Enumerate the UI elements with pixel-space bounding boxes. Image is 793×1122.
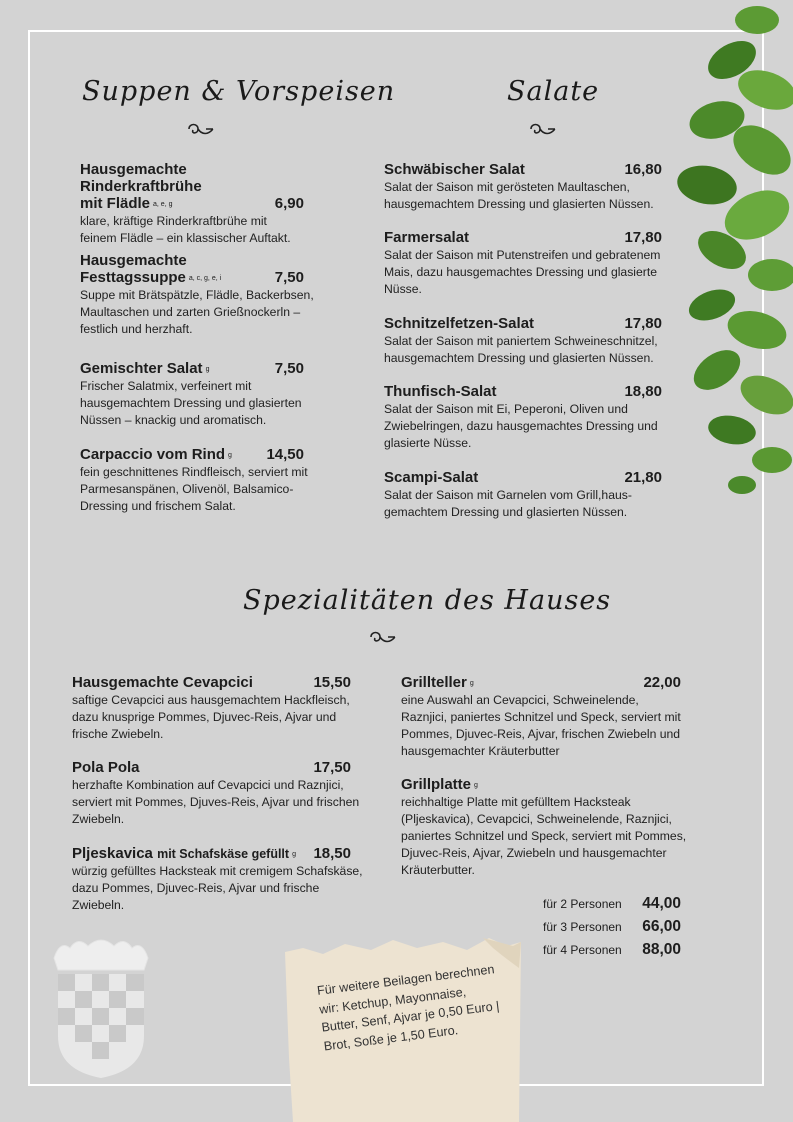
allergen-codes: g [469, 680, 474, 687]
item-name: Thunfisch-Salat [384, 383, 497, 400]
grillplatte-price-list [543, 895, 681, 964]
item-name: Gemischter Salat [80, 360, 203, 377]
item-description: eine Auswahl an Cevapcici, Schweinelende, Raznjici, paniertes Schnitzel und Speck, serviert mit Pommes, Djuvec-Reis, Ajvar, frischen Zwiebeln und hausgemachter Kräuterbutter [401, 693, 681, 758]
item-description: reichhaltige Platte mit gefülltem Hacksteak (Pljeskavica), Cevapcici, Schweinelende, Raznjici, paniertes Schnitzel und Speck, serviert mit Pommes, Djuvec-Reis, Ajvar, Zwiebeln und hausgemachter Kräuterbutter. [401, 795, 687, 877]
item-price: 16,80 [624, 161, 662, 178]
section-title-suppen: Suppen & Vorspeisen [82, 76, 396, 107]
croatian-coat-of-arms-icon [48, 936, 154, 1078]
item-name: Schnitzelfetzen-Salat [384, 315, 535, 332]
item-price: 6,90 [274, 195, 304, 212]
menu-item-grillteller [401, 674, 681, 760]
persons-price: 88,00 [642, 941, 681, 958]
item-price: 18,50 [313, 845, 351, 862]
item-description: Salat der Saison mit paniertem Schweineschnitzel, hausgemachtem Dressing und glasierten Nüssen. [384, 334, 658, 365]
extras-note-text: Für weitere Beilagen berechnen wir: Ketchup, Mayonnaise, Butter, Senf, Ajvar je 0,50 Euro | Brot, Soße je 1,50 Euro. [316, 962, 501, 1053]
item-description: Salat der Saison mit Ei, Peperoni, Oliven und Zwiebelringen, dazu hausgemachtes Dressing und glasierte Nüsse. [384, 402, 658, 450]
persons-label: für 3 Personen [543, 920, 622, 934]
section-title-salate: Salate [507, 76, 600, 107]
allergen-codes: a, c, g, e, i [188, 275, 222, 282]
herb-decoration-icon [672, 0, 793, 500]
item-name: Grillteller [401, 674, 467, 691]
item-name-line1: Hausgemachte [80, 252, 187, 269]
item-name: Farmersalat [384, 229, 470, 246]
menu-item-scampi-salat [384, 469, 662, 521]
item-name: Carpaccio vom Rind [80, 446, 226, 463]
item-price: 15,50 [313, 674, 351, 691]
allergen-codes: g [292, 851, 296, 858]
item-name: mit Flädle [80, 195, 151, 212]
item-name: Festtagssuppe [80, 269, 186, 286]
menu-item-cevapcici [72, 674, 351, 743]
item-name: Grillplatte [401, 776, 472, 793]
item-price: 14,50 [266, 446, 304, 463]
item-name: Scampi-Salat [384, 469, 479, 486]
swirl-ornament-icon [368, 629, 398, 645]
item-description: herzhafte Kombination auf Cevapcici und Raznjici, serviert mit Pommes, Djuves-Reis, Ajvar und frischen Zwiebeln. [72, 778, 360, 826]
menu-item-pljeskavica [72, 845, 363, 914]
item-description: Frischer Salatmix, verfeinert mit hausgemachtem Dressing und glasierten Nüssen – knackig und aromatisch. [80, 379, 302, 427]
item-description: fein geschnittenes Rindfleisch, serviert mit Parmesanspänen, Olivenöl, Balsamico-Dressing und frischem Salat. [80, 465, 308, 513]
item-description: würzig gefülltes Hacksteak mit cremigem Schafskäse, dazu Pommes, Djuvec-Reis, Ajvar und frische Zwiebeln. [72, 864, 363, 912]
item-description: Salat der Saison mit Putenstreifen und gebratenem Mais, dazu hausgemachtes Dressing und glasierte Nüsse. [384, 248, 661, 296]
item-description: Suppe mit Brätspätzle, Flädle, Backerbsen, Maultaschen und zarten Grießnockerln – festlich und herzhaft. [80, 288, 314, 336]
item-price: 21,80 [624, 469, 662, 486]
menu-item-schwaebischer-salat [384, 161, 662, 213]
item-price: 17,80 [624, 229, 662, 246]
item-price: 17,50 [313, 759, 351, 776]
item-name: Pola Pola [72, 759, 140, 776]
price-row-2-persons [543, 895, 681, 918]
menu-item-schnitzelfetzen-salat [384, 315, 662, 367]
allergen-codes: g [205, 366, 210, 373]
item-name: Pljeskavica [72, 845, 153, 862]
menu-item-festtagssuppe [80, 252, 314, 338]
item-name-suffix: mit Schafskäse gefüllt [157, 847, 290, 861]
item-description: Salat der Saison mit Garnelen vom Grill,haus-gemachtem Dressing und glasierten Nüssen. [384, 488, 632, 519]
price-row-3-persons [543, 918, 681, 941]
persons-label: für 4 Personen [543, 943, 622, 957]
menu-item-pola-pola [72, 759, 360, 828]
item-price: 7,50 [274, 269, 304, 286]
item-name: Hausgemachte Cevapcici [72, 674, 253, 691]
allergen-codes: g [228, 452, 232, 459]
persons-price: 44,00 [642, 895, 681, 912]
item-price: 17,80 [624, 315, 662, 332]
allergen-codes: g [474, 782, 478, 789]
item-price: 7,50 [274, 360, 304, 377]
price-row-4-persons [543, 941, 681, 964]
menu-item-carpaccio [80, 446, 308, 515]
menu-item-farmersalat [384, 229, 662, 298]
section-title-spezialitaeten: Spezialitäten des Hauses [243, 585, 612, 616]
item-name: Schwäbischer Salat [384, 161, 525, 178]
item-price: 22,00 [643, 674, 681, 691]
swirl-ornament-icon [186, 121, 216, 137]
menu-item-grillplatte [401, 776, 687, 879]
persons-price: 66,00 [642, 918, 681, 935]
menu-item-thunfisch-salat [384, 383, 662, 452]
item-name-line1: Hausgemachte Rinderkraftbrühe [80, 161, 202, 195]
item-description: klare, kräftige Rinderkraftbrühe mit feinem Flädle – ein klassischer Auftakt. [80, 214, 291, 245]
menu-item-rinderkraftbruehe [80, 161, 304, 247]
allergen-codes: a, e, g [153, 201, 173, 208]
item-description: saftige Cevapcici aus hausgemachtem Hackfleisch, dazu knusprige Pommes, Djuvec-Reis, Ajvar und frische Zwiebeln. [72, 693, 350, 741]
menu-item-gemischter-salat [80, 360, 304, 429]
item-description: Salat der Saison mit gerösteten Maultaschen, hausgemachtem Dressing und glasierten Nüssen. [384, 180, 654, 211]
persons-label: für 2 Personen [543, 897, 622, 911]
swirl-ornament-icon [528, 121, 558, 137]
item-price: 18,80 [624, 383, 662, 400]
